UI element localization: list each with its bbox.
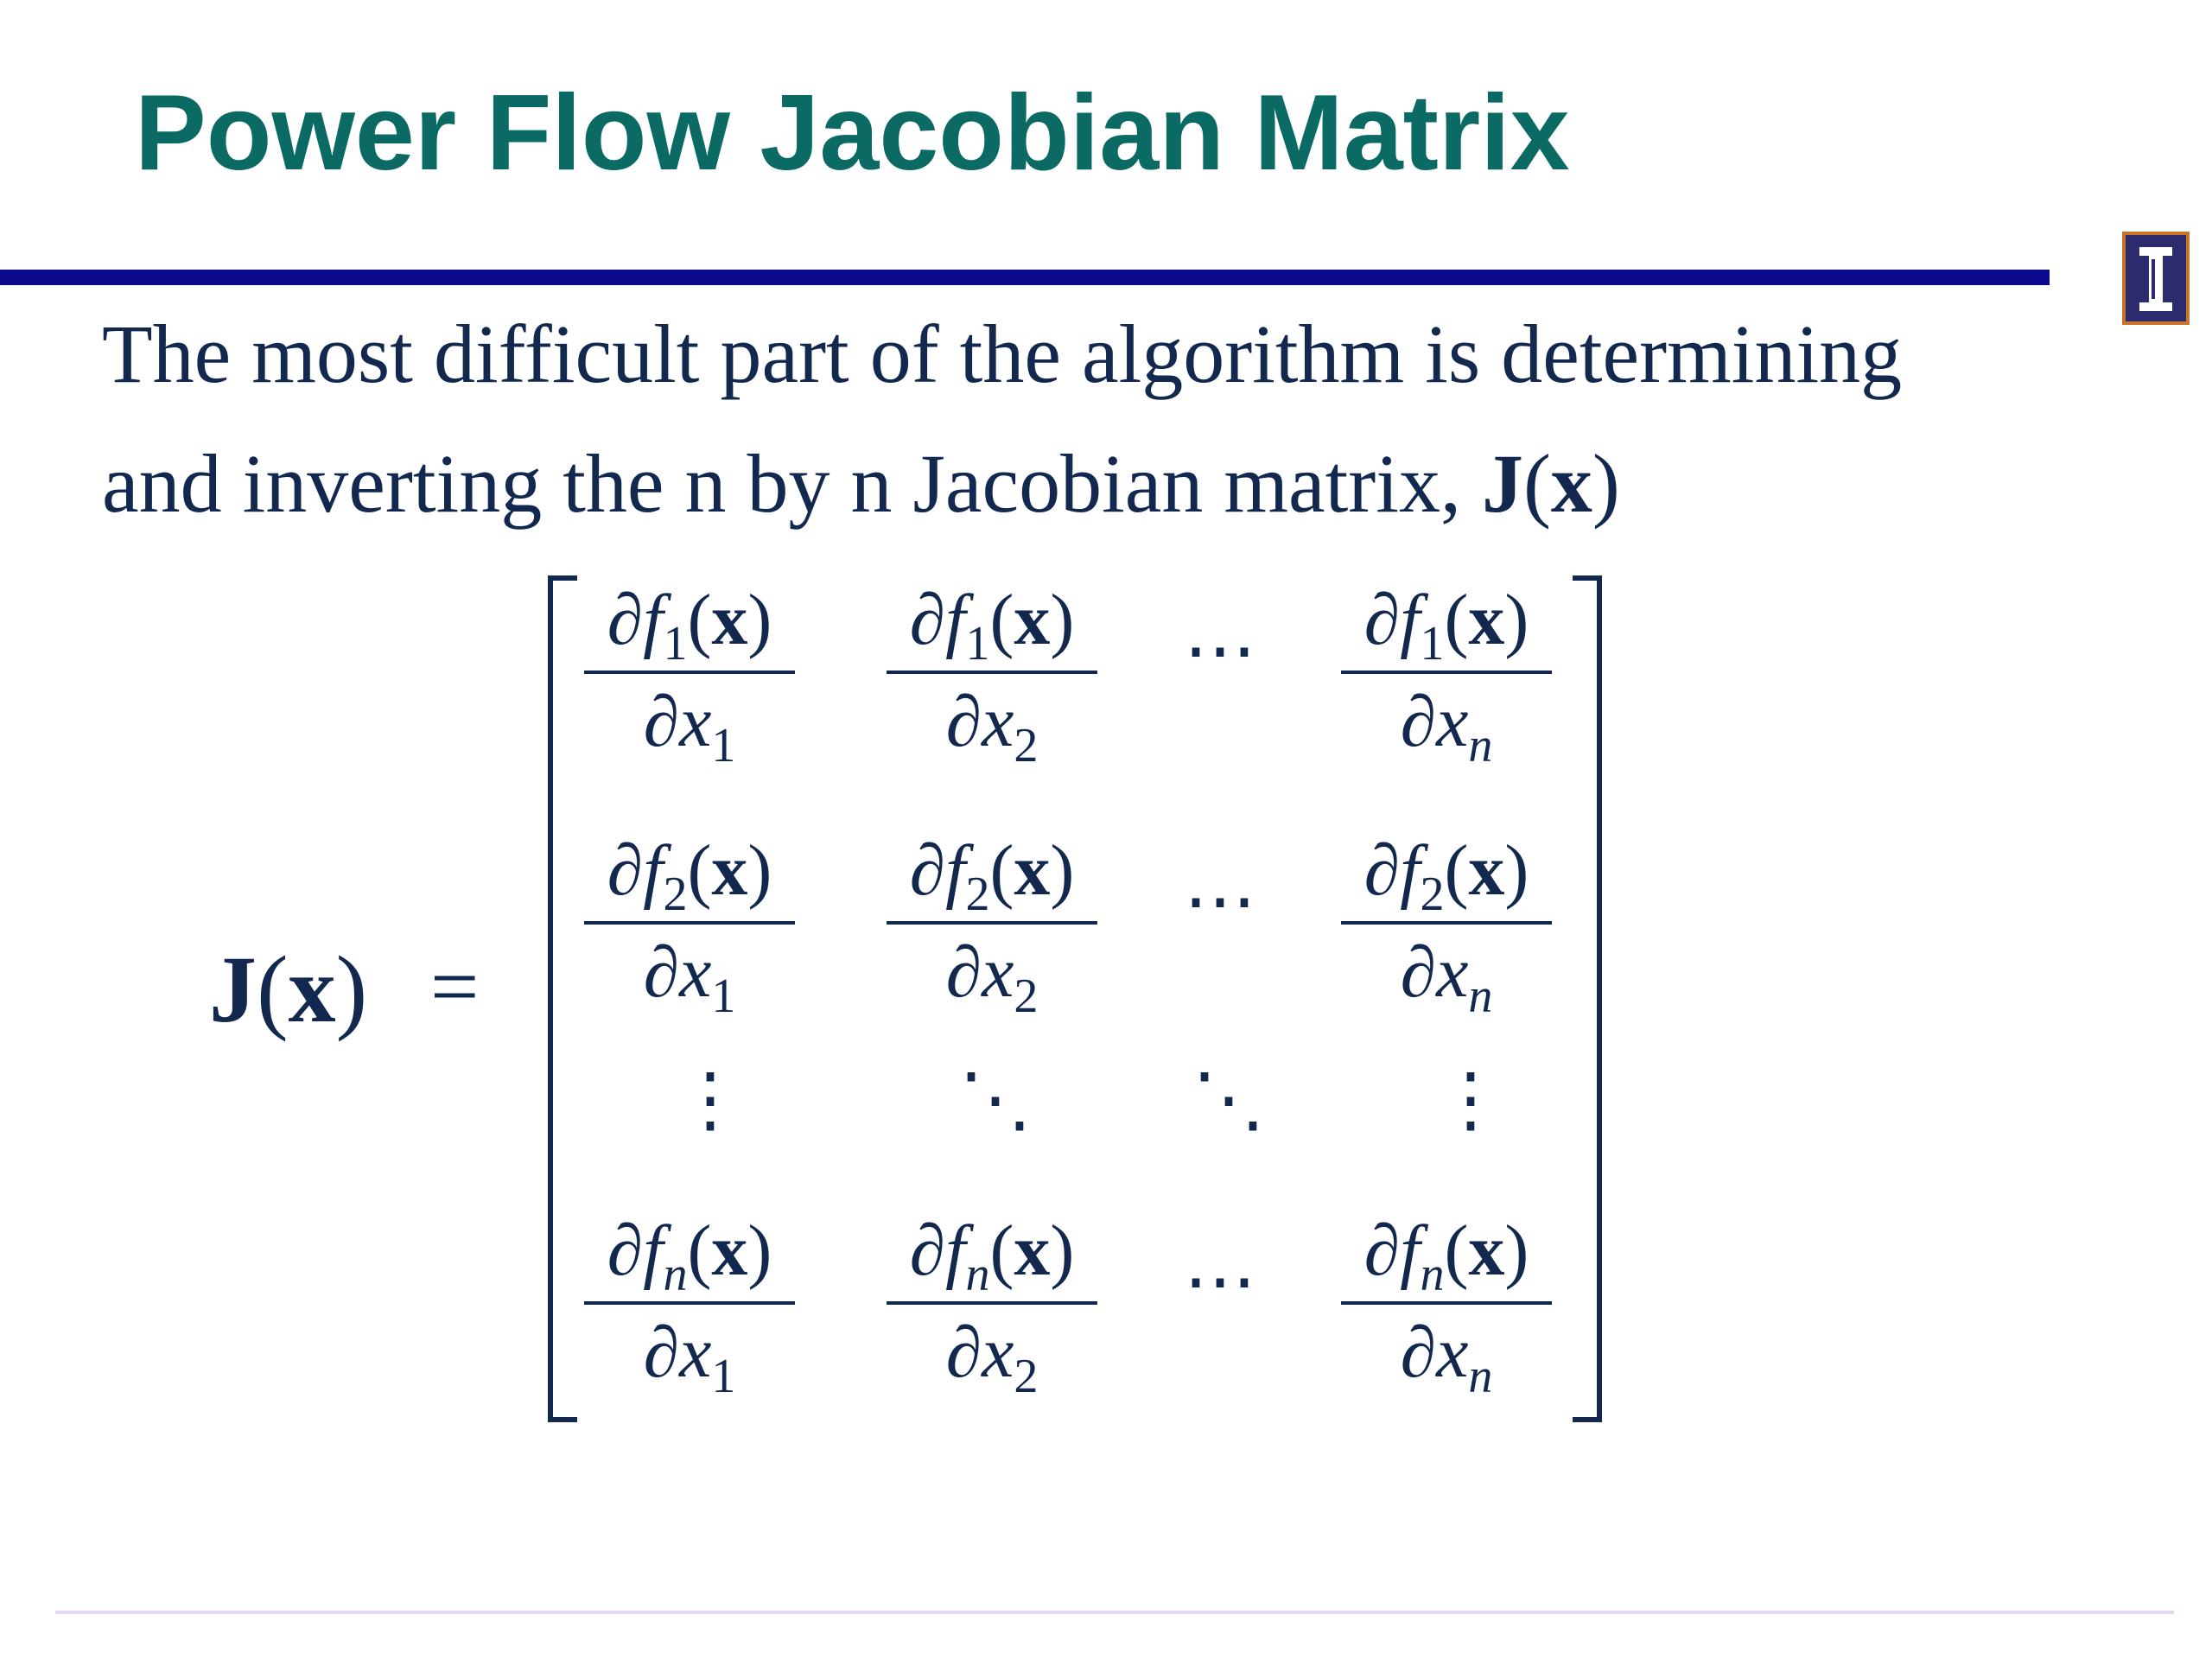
fraction-bar: [584, 1301, 795, 1305]
diagonal-ellipsis: ⋱: [959, 1060, 1032, 1141]
fraction-bar: [584, 921, 795, 925]
footer-line: [55, 1611, 2174, 1614]
body-text-line-2-words: and inverting the n by n Jacobian matrix,: [102, 437, 1482, 530]
matrix-right-bracket: [1573, 575, 1602, 1422]
partial-derivative-r2-c2: [880, 828, 1104, 1023]
matrix-left-bracket: [548, 575, 577, 1422]
partial-derivative-r3-c1: [577, 1208, 802, 1403]
fraction-bar: [1341, 1301, 1552, 1305]
partial-derivative-r2-c1: [577, 828, 802, 1023]
derivative-denominator: $\partial x_2$: [945, 682, 1039, 772]
fraction-bar: [887, 671, 1097, 674]
derivative-denominator: $\partial x_n$: [1400, 682, 1493, 772]
fraction-bar: [1341, 921, 1552, 925]
derivative-numerator: $\partial f_1(x)$: [607, 580, 772, 671]
derivative-numerator: $\partial f_n(x)$: [607, 1211, 772, 1301]
derivative-denominator: $\partial x_n$: [1400, 932, 1493, 1023]
derivative-denominator: $\partial x_1$: [643, 932, 736, 1023]
partial-derivative-r3-c2: [880, 1208, 1104, 1403]
body-text-line-1: The most difficult part of the algorithm is determining: [102, 308, 1903, 400]
partial-derivative-r1-c2: [880, 577, 1104, 772]
equals-sign: =: [430, 938, 480, 1034]
derivative-numerator: $\partial f_n(x)$: [1363, 1211, 1529, 1301]
derivative-denominator: $\partial x_1$: [643, 682, 736, 772]
derivative-numerator: $\partial f_1(x)$: [909, 580, 1075, 671]
horizontal-ellipsis: ⋯: [1184, 611, 1262, 691]
partial-derivative-r2-c3: [1334, 828, 1559, 1023]
vertical-ellipsis: ⋮: [674, 1060, 747, 1141]
horizontal-ellipsis: ⋯: [1184, 1242, 1262, 1322]
derivative-numerator: $\partial f_n(x)$: [909, 1211, 1075, 1301]
fraction-bar: [584, 671, 795, 674]
fraction-bar: [1341, 671, 1552, 674]
vertical-ellipsis: ⋮: [1434, 1060, 1507, 1141]
derivative-numerator: $\partial f_1(x)$: [1363, 580, 1529, 671]
fraction-bar: [887, 1301, 1097, 1305]
derivative-numerator: $\partial f_2(x)$: [607, 830, 772, 921]
partial-derivative-r3-c3: [1334, 1208, 1559, 1403]
derivative-denominator: $\partial x_2$: [945, 932, 1039, 1023]
horizontal-ellipsis: ⋯: [1184, 861, 1262, 942]
derivative-denominator: $\partial x_n$: [1400, 1313, 1493, 1403]
fraction-bar: [887, 921, 1097, 925]
derivative-denominator: $\partial x_2$: [945, 1313, 1039, 1403]
derivative-numerator: $\partial f_2(x)$: [1363, 830, 1529, 921]
derivative-numerator: $\partial f_2(x)$: [909, 830, 1075, 921]
slide-title: Power Flow Jacobian Matrix: [135, 73, 1570, 193]
body-math-x: (x): [1522, 437, 1620, 530]
partial-derivative-r1-c3: [1334, 577, 1559, 772]
body-math-j: J: [1481, 437, 1523, 530]
equation-lhs: J(x): [209, 937, 368, 1042]
diagonal-ellipsis: ⋱: [1192, 1060, 1265, 1141]
partial-derivative-r1-c1: [577, 577, 802, 772]
derivative-denominator: $\partial x_1$: [643, 1313, 736, 1403]
